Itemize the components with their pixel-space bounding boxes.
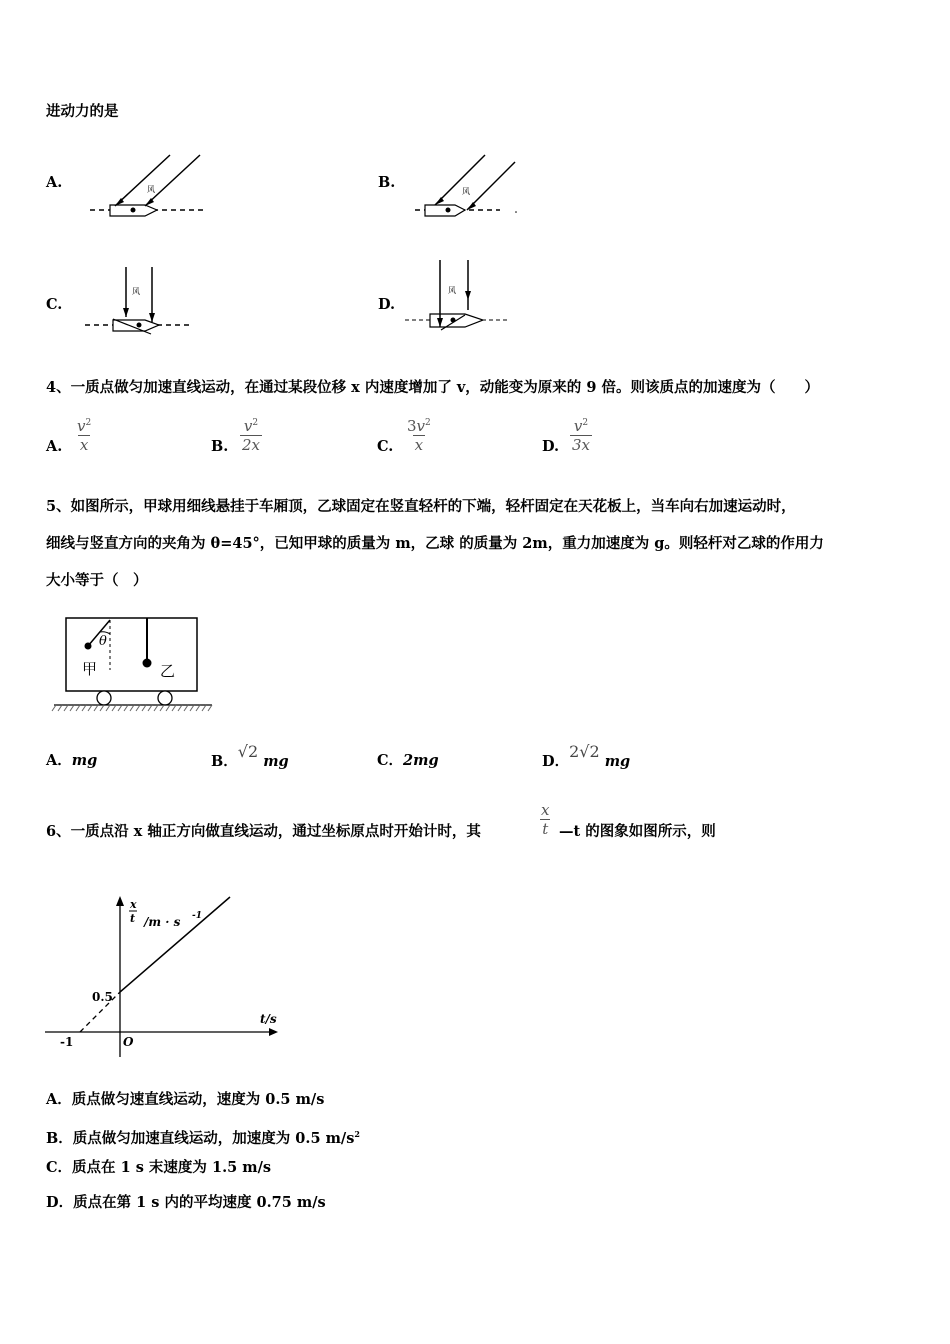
q6-stem-pre: 6、一质点沿 x 轴正方向做直线运动，通过坐标原点时开始计时，其 xyxy=(46,823,481,840)
q6-option-d: D．质点在第 1 s 内的平均速度 0.75 m/s xyxy=(46,1194,326,1211)
wind-label: 风 xyxy=(462,187,470,196)
q6-option-c: C．质点在 1 s 末速度为 1.5 m/s xyxy=(46,1159,272,1176)
ball-yi-label: 乙 xyxy=(160,662,176,680)
q5-stem-line1: 5、如图所示，甲球用细线悬挂于车厢顶，乙球固定在竖直轻杆的下端，轻杆固定在天花板上，当车向右加速运动时， xyxy=(46,498,796,515)
q4-option-b-label: B. xyxy=(211,438,229,455)
q5-stem-line2: 细线与竖直方向的夹角为 θ=45°，已知甲球的质量为 m，乙球 的质量为 2m，重力加速度为 g。则轻杆对乙球的作用力 xyxy=(46,535,824,552)
q3-option-d-label: D. xyxy=(378,296,396,313)
q6-option-a: A．质点做匀速直线运动，速度为 0.5 m/s xyxy=(46,1091,325,1108)
q3-option-c-figure xyxy=(85,262,205,342)
x-label: t/s xyxy=(260,1012,277,1026)
q6-stem-post: —t 的图象如图所示，则 xyxy=(559,823,716,840)
q3-option-a-figure xyxy=(85,150,215,225)
q4-option-a-label: A. xyxy=(46,438,63,455)
q5-figure-cart xyxy=(52,612,217,717)
y-unit: /m · s xyxy=(144,915,181,929)
y-label-den: t xyxy=(130,912,136,925)
q4-stem: 4、一质点做匀加速直线运动，在通过某段位移 x 内速度增加了 v，动能变为原来的 9 倍。则该质点的加速度为（ ） xyxy=(46,379,819,396)
q4-option-c-label: C. xyxy=(377,438,394,455)
wind-label: 风 xyxy=(448,286,456,295)
q5-option-c: C．2mg xyxy=(377,752,439,769)
origin-label: O xyxy=(123,1035,134,1049)
q3-option-b-label: B. xyxy=(378,174,396,191)
q3-option-a-label: A. xyxy=(46,174,63,191)
q3-option-b-figure xyxy=(410,150,540,225)
y-label-num: x xyxy=(130,898,137,911)
q6-option-b: B．质点做匀加速直线运动，加速度为 0.5 $m/s^2$ xyxy=(46,1129,360,1147)
y-axis-arrow xyxy=(116,896,124,906)
q3-stem-tail: 进动力的是 xyxy=(46,103,119,120)
y-unit-sup: -1 xyxy=(192,911,202,921)
x-axis-arrow xyxy=(269,1028,278,1036)
q4-option-d-label: D. xyxy=(542,438,560,455)
q3-option-c-label: C. xyxy=(46,296,63,313)
q5-option-a: A．mg xyxy=(46,752,98,769)
q4-option-c-fraction: $\frac{3v^2}{x}$ xyxy=(407,417,431,454)
ball-jia-label: 甲 xyxy=(82,660,98,678)
q4-option-d-fraction: $\frac{v^2}{3x}$ xyxy=(572,417,591,454)
wind-label: 风 xyxy=(147,185,155,194)
wind-label: 风 xyxy=(132,287,140,296)
y-tick-label: 0.5 xyxy=(92,990,113,1004)
q3-option-d-figure xyxy=(405,255,525,340)
q5-option-b: B．√2 mg xyxy=(211,742,289,770)
q5-stem-line3: 大小等于（ ） xyxy=(46,572,148,589)
q6-graph xyxy=(40,892,290,1062)
q4-option-b-fraction: $\frac{v^2}{2x}$ xyxy=(242,417,261,454)
q4-option-a-fraction: $\frac{v^2}{x}$ xyxy=(77,417,92,454)
x-tick-label: -1 xyxy=(60,1035,74,1049)
angle-label: θ xyxy=(99,634,107,649)
q6-stem-fraction: $\frac{x}{t}$ xyxy=(541,801,550,838)
q5-option-d: D．2√2 mg xyxy=(542,742,631,770)
